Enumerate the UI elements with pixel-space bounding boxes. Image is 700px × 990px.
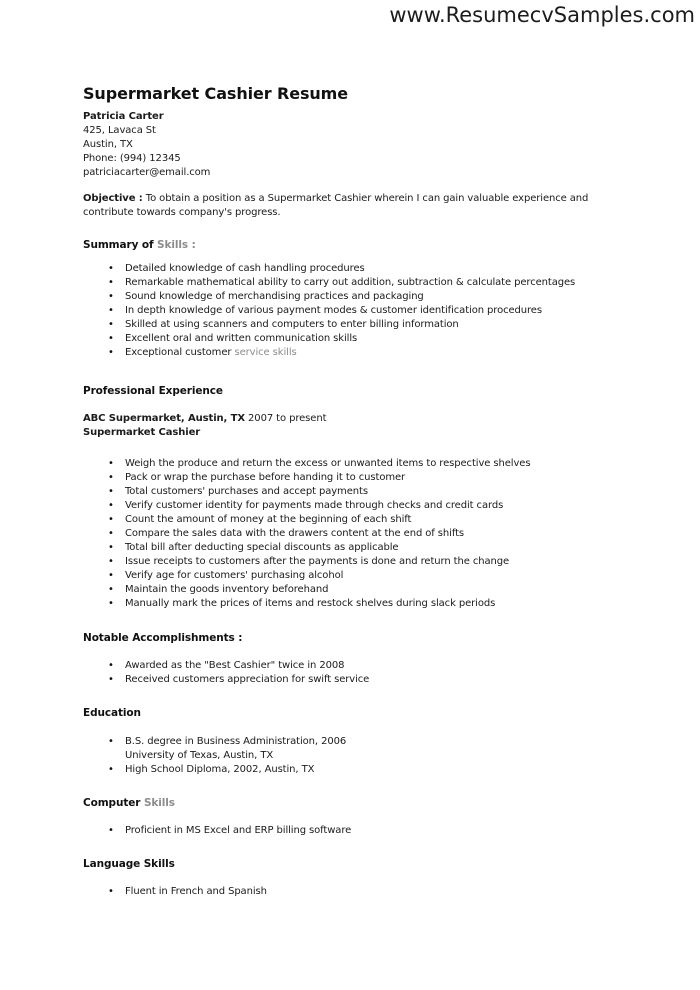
experience-duties-list [83, 457, 640, 611]
contact-email: patriciacarter@email.com [83, 167, 211, 178]
duty-text: Weigh the produce and return the excess or unwanted items to respective shelves [125, 458, 531, 469]
degree-line1: High School Diploma, 2002, Austin, TX [125, 764, 315, 775]
duty-text: Total bill after deducting special discounts as applicable [125, 542, 399, 553]
skill-text: In depth knowledge of various payment modes & customer identification procedures [125, 305, 542, 316]
heading-gray-part: Skills : [157, 239, 196, 251]
computer-skill-text: Proficient in MS Excel and ERP billing software [125, 825, 352, 836]
list-item [83, 763, 640, 777]
list-item [83, 569, 640, 583]
employer-block [83, 412, 640, 440]
list-item [83, 885, 640, 899]
duty-text: Total customers' purchases and accept payments [125, 486, 368, 497]
list-item [83, 527, 640, 541]
accomplishment-text: Received customers appreciation for swift service [125, 674, 370, 685]
list-item [83, 597, 640, 611]
list-item [83, 346, 640, 360]
skill-text: Sound knowledge of merchandising practices and packaging [125, 291, 424, 302]
list-item [83, 583, 640, 597]
site-watermark: www.ResumecvSamples.com [389, 3, 695, 27]
contact-name: Patricia Carter [83, 111, 164, 122]
skill-text: Detailed knowledge of cash handling procedures [125, 263, 365, 274]
duty-text: Maintain the goods inventory beforehand [125, 584, 329, 595]
duty-text: Verify age for customers' purchasing alcohol [125, 570, 344, 581]
list-item [83, 276, 640, 290]
heading-gray-part: Skills [143, 797, 175, 809]
contact-address-line1: 425, Lavaca St [83, 125, 156, 136]
language-skill-text: Fluent in French and Spanish [125, 886, 267, 897]
duty-text: Pack or wrap the purchase before handing it to customer [125, 472, 406, 483]
list-item [83, 318, 640, 332]
list-item [83, 332, 640, 346]
skills-list [83, 262, 640, 360]
page-title: Supermarket Cashier Resume [83, 84, 349, 103]
list-item [83, 555, 640, 569]
contact-address-line2: Austin, TX [83, 139, 133, 150]
employment-dates: 2007 to present [248, 413, 327, 424]
contact-block [83, 110, 640, 180]
list-item [83, 262, 640, 276]
degree-line1: • B.S. degree in Business Administration, 2006 [125, 736, 347, 747]
objective-paragraph [83, 192, 640, 220]
section-heading-computer-skills [83, 796, 640, 810]
contact-phone: Phone: (994) 12345 [83, 153, 181, 164]
education-list [83, 735, 640, 777]
skill-text: Excellent oral and written communication skills [125, 333, 358, 344]
list-item [83, 541, 640, 555]
list-item [83, 824, 640, 838]
list-item [83, 457, 640, 471]
skill-text: Skilled at using scanners and computers to enter billing information [125, 319, 459, 330]
skill-text: Remarkable mathematical ability to carry out addition, subtraction & calculate percentages [125, 277, 576, 288]
accomplishment-text: Awarded as the "Best Cashier" twice in 2008 [125, 660, 345, 671]
duty-text: Manually mark the prices of items and restock shelves during slack periods [125, 598, 496, 609]
heading-black-part: Computer [83, 797, 141, 809]
list-item [83, 304, 640, 318]
skill-text-gray: service skills [234, 347, 297, 358]
skill-text-black: Exceptional customer [125, 347, 232, 358]
objective-text: To obtain a position as a Supermarket Cashier wherein I can gain valuable experience and contribute towards company's progress. [83, 193, 589, 218]
list-item [83, 499, 640, 513]
list-item [83, 673, 640, 687]
section-heading-notable-accomplishments: Notable Accomplishments : [83, 632, 243, 644]
duty-text: Count the amount of money at the beginning of each shift [125, 514, 412, 525]
section-heading-professional-experience: Professional Experience [83, 385, 223, 397]
list-item [83, 485, 640, 499]
duty-text: Compare the sales data with the drawers content at the end of shifts [125, 528, 465, 539]
employer-line [83, 412, 640, 426]
employer-name: ABC Supermarket, Austin, TX [83, 413, 245, 424]
degree-line2: University of Texas, Austin, TX [125, 750, 274, 761]
list-item [83, 659, 640, 673]
list-item [83, 513, 640, 527]
language-skills-list [83, 885, 640, 899]
section-heading-language-skills: Language Skills [83, 858, 175, 870]
section-heading-summary-of-skills [83, 238, 640, 252]
list-item [83, 471, 640, 485]
job-title: Supermarket Cashier [83, 427, 201, 438]
list-item [83, 290, 640, 304]
computer-skills-list [83, 824, 640, 838]
duty-text: Issue receipts to customers after the payments is done and return the change [125, 556, 510, 567]
list-item [83, 735, 640, 763]
objective-label: Objective : [83, 193, 143, 204]
duty-text: Verify customer identity for payments made through checks and credit cards [125, 500, 504, 511]
section-heading-education: Education [83, 707, 141, 719]
heading-black-part: Summary of [83, 239, 154, 251]
accomplishments-list [83, 659, 640, 687]
